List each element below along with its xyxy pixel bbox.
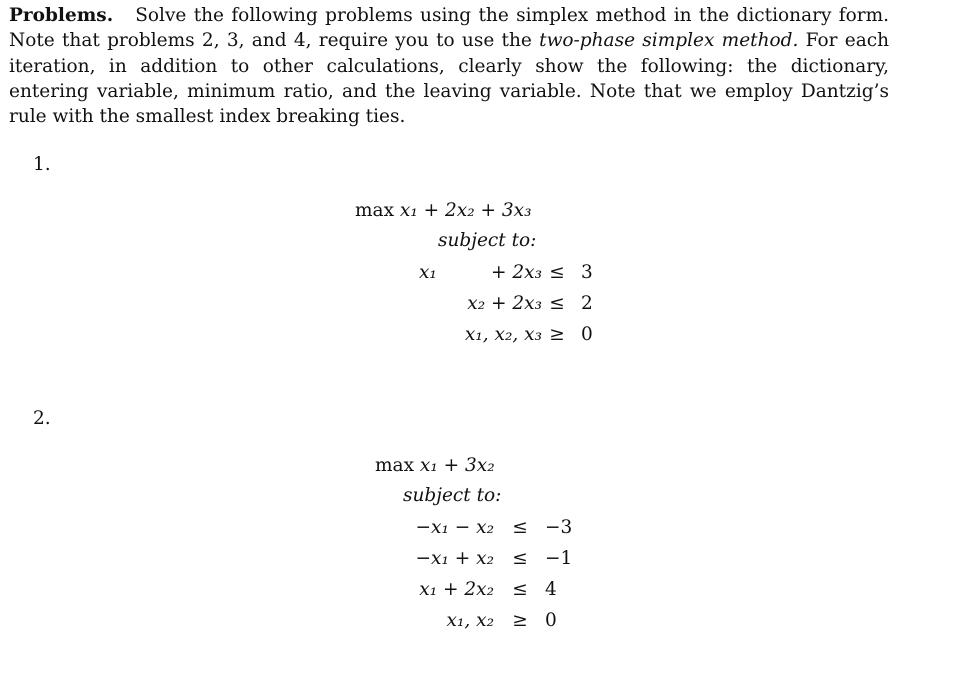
problem-2-objective-expr: x₁ + 3x₂ <box>419 455 495 476</box>
problem-1-number: 1. <box>33 154 51 175</box>
problems-intro <box>9 3 889 129</box>
problem-2-c1-rhs: −3 <box>545 517 573 538</box>
problem-1-subject-to: subject to: <box>438 230 537 251</box>
problem-2-number: 2. <box>33 408 51 429</box>
problem-2-c3-lhs: x₁ + 2x₂ <box>419 579 494 600</box>
intro-text-2: For each iteration, in addition to other calculations, clearly show the following: the dictionary, entering variable, minimum ratio, and the leaving variable. Note that we employ Dantzig’s rule with the smallest index breaking ties. <box>9 30 890 128</box>
problem-2-c4-rhs: 0 <box>545 610 557 631</box>
problem-1-c2-rhs: 2 <box>581 293 593 314</box>
problem-1-c1-lhs: + 2x₃ <box>490 262 542 283</box>
problem-1-c1-x1: x₁ <box>419 262 437 283</box>
problem-1-c3-rhs: 0 <box>581 324 593 345</box>
problems-heading: Problems. <box>9 5 114 26</box>
intro-text-1: Solve the following problems using the simplex method in the dictionary form. Note that problems 2, 3, and 4, require you to use the <box>9 5 889 52</box>
problem-1-c1-rhs: 3 <box>581 262 593 283</box>
problem-1-objective-expr: x₁ + 2x₂ + 3x₃ <box>399 200 532 221</box>
problem-2-c3-rel: ≤ <box>512 579 528 600</box>
problem-2-c2-rel: ≤ <box>512 548 528 569</box>
problem-2-c1-lhs: −x₁ − x₂ <box>415 517 494 538</box>
problem-2-c2-lhs: −x₁ + x₂ <box>415 548 494 569</box>
problem-2-c4-lhs: x₁, x₂ <box>446 610 494 631</box>
problem-1-c3-rel: ≥ <box>549 324 565 345</box>
problem-1-c2-lhs: x₂ + 2x₃ <box>467 293 542 314</box>
problem-2-c3-rhs: 4 <box>545 579 557 600</box>
problem-1-c2-rel: ≤ <box>549 293 565 314</box>
problem-2-subject-to: subject to: <box>403 485 502 506</box>
problem-2-c4-rel: ≥ <box>512 610 528 631</box>
problem-2-c1-rel: ≤ <box>512 517 528 538</box>
problem-2-max: max <box>375 455 415 476</box>
problem-1-max: max <box>355 200 395 221</box>
problem-1-c1-rel: ≤ <box>549 262 565 283</box>
problem-1-c3-lhs: x₁, x₂, x₃ <box>464 324 542 345</box>
problem-1-objective <box>355 200 532 221</box>
problem-2-c2-rhs: −1 <box>545 548 573 569</box>
problem-2-objective <box>375 455 495 476</box>
intro-emphasis: two-phase simplex method. <box>539 30 799 52</box>
